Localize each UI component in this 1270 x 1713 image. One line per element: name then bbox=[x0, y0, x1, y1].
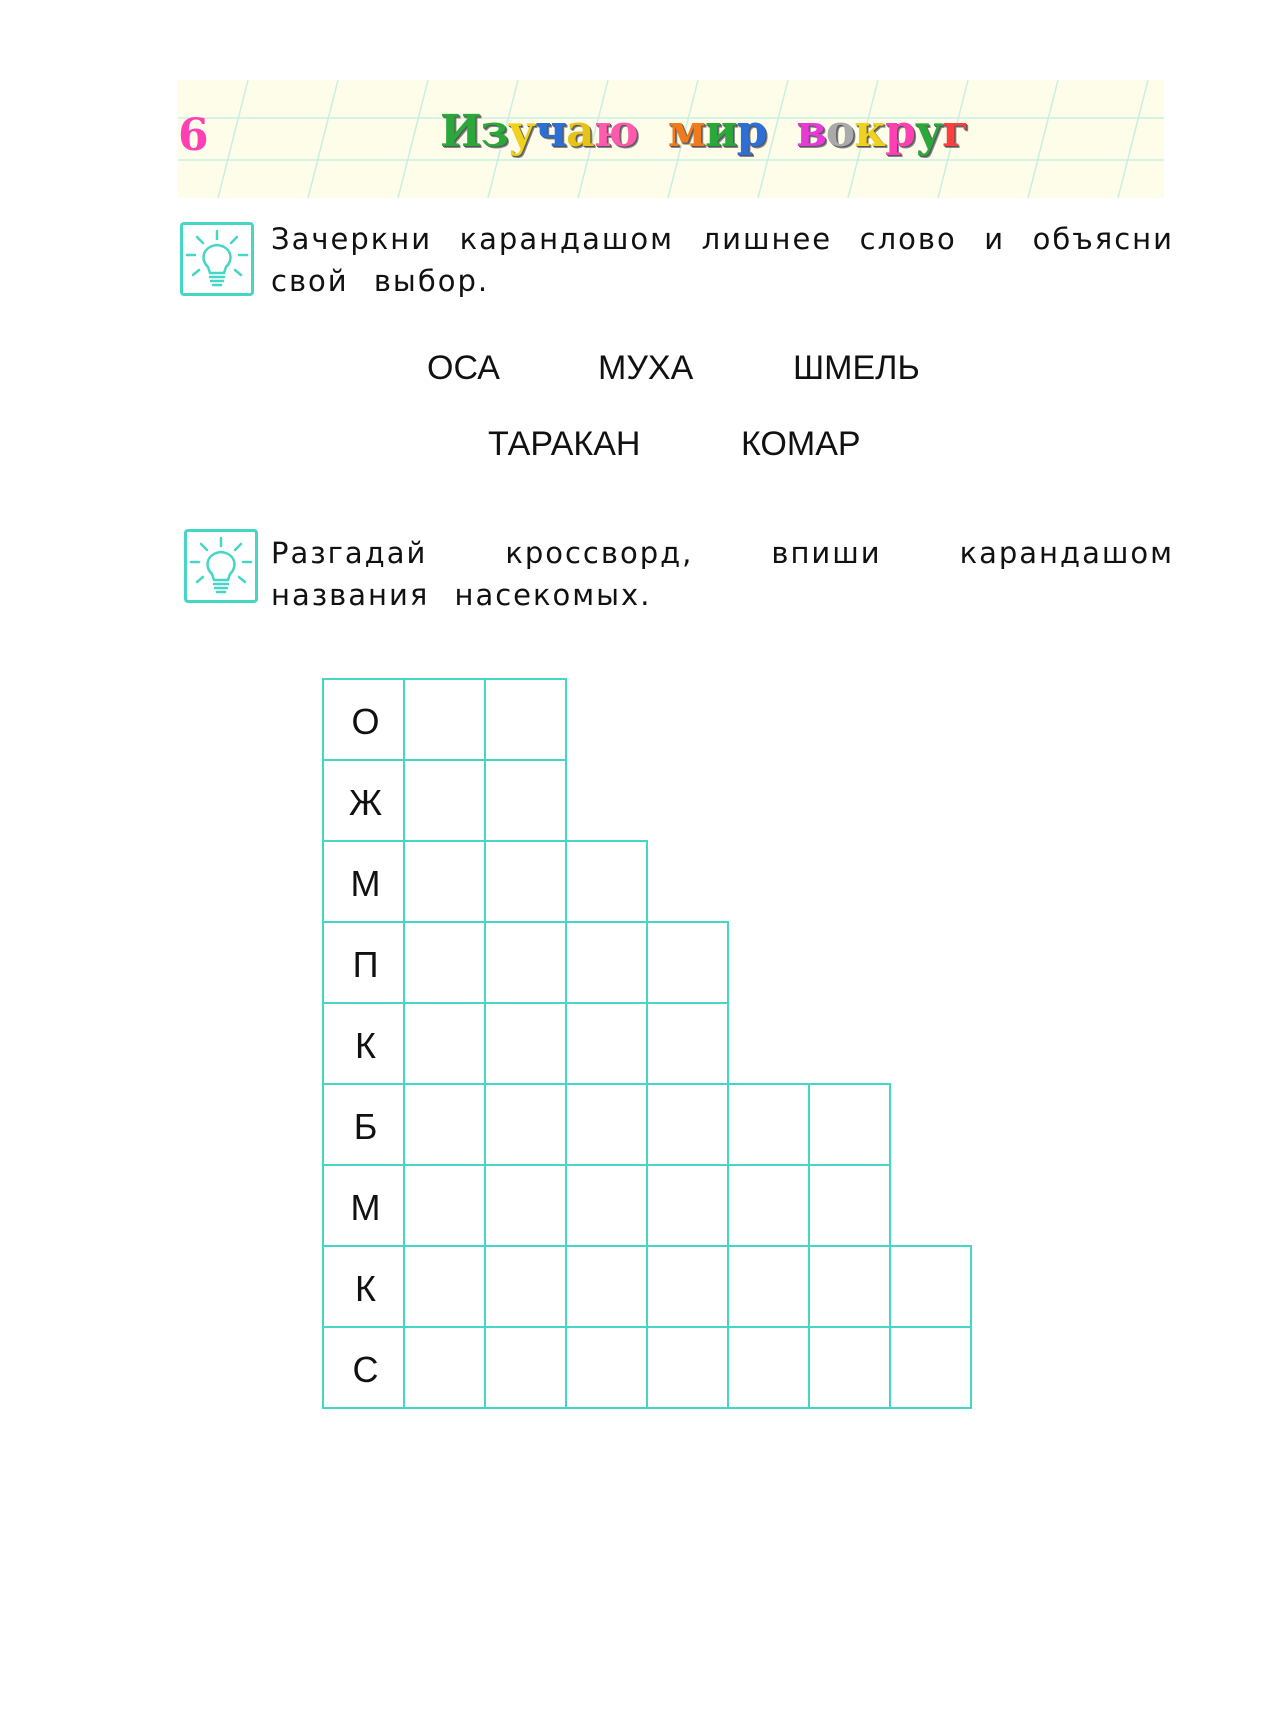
crossword-empty-cell[interactable] bbox=[727, 1245, 810, 1328]
header-title-letter: И bbox=[440, 106, 481, 157]
crossword-empty-cell[interactable] bbox=[646, 921, 729, 1004]
crossword-empty-cell[interactable] bbox=[727, 1164, 810, 1247]
crossword-empty-cell[interactable] bbox=[484, 1326, 567, 1409]
crossword-empty-cell[interactable] bbox=[889, 1326, 972, 1409]
header-title-word bbox=[440, 106, 638, 157]
header-title-letter: у bbox=[507, 106, 535, 157]
crossword-empty-cell[interactable] bbox=[565, 1245, 648, 1328]
crossword-empty-cell[interactable] bbox=[727, 1083, 810, 1166]
word-option-2[interactable]: МУХА bbox=[598, 349, 694, 387]
header-title-letter: к bbox=[854, 106, 886, 157]
word-option-4[interactable]: ТАРАКАН bbox=[488, 425, 641, 463]
crossword-empty-cell[interactable] bbox=[889, 1245, 972, 1328]
crossword-empty-cell[interactable] bbox=[484, 678, 567, 761]
crossword-empty-cell[interactable] bbox=[565, 840, 648, 923]
word-option-1[interactable]: ОСА bbox=[427, 349, 500, 387]
crossword-start-cell bbox=[322, 759, 405, 842]
crossword-empty-cell[interactable] bbox=[403, 1245, 486, 1328]
crossword-empty-cell[interactable] bbox=[484, 1083, 567, 1166]
header-title bbox=[440, 100, 998, 164]
crossword-empty-cell[interactable] bbox=[403, 759, 486, 842]
crossword-empty-cell[interactable] bbox=[484, 759, 567, 842]
crossword-empty-cell[interactable] bbox=[403, 840, 486, 923]
crossword-empty-cell[interactable] bbox=[808, 1245, 891, 1328]
header-title-letter: м bbox=[667, 106, 705, 157]
crossword-empty-cell[interactable] bbox=[808, 1164, 891, 1247]
header-title-letter: у bbox=[914, 106, 942, 157]
crossword-empty-cell[interactable] bbox=[484, 921, 567, 1004]
header-title-word bbox=[796, 106, 968, 157]
crossword-empty-cell[interactable] bbox=[808, 1083, 891, 1166]
crossword-empty-cell[interactable] bbox=[403, 1164, 486, 1247]
crossword-empty-cell[interactable] bbox=[403, 1326, 486, 1409]
crossword-empty-cell[interactable] bbox=[484, 840, 567, 923]
crossword-empty-cell[interactable] bbox=[646, 1326, 729, 1409]
crossword-empty-cell[interactable] bbox=[565, 1164, 648, 1247]
crossword-empty-cell[interactable] bbox=[403, 921, 486, 1004]
crossword-start-letter: О bbox=[351, 701, 380, 742]
crossword-empty-cell[interactable] bbox=[646, 1083, 729, 1166]
crossword-start-letter: П bbox=[352, 944, 379, 985]
crossword-start-cell bbox=[322, 1083, 405, 1166]
crossword-start-letter: М bbox=[350, 1187, 381, 1228]
word-option-5[interactable]: КОМАР bbox=[741, 425, 861, 463]
crossword-start-letter: С bbox=[352, 1349, 379, 1390]
crossword-start-cell bbox=[322, 1002, 405, 1085]
header-title-letter: в bbox=[796, 106, 826, 157]
crossword-empty-cell[interactable] bbox=[484, 1002, 567, 1085]
header-title-letter: о bbox=[825, 106, 855, 157]
light-bulb-icon bbox=[180, 222, 254, 296]
crossword-empty-cell[interactable] bbox=[727, 1326, 810, 1409]
crossword-start-cell bbox=[322, 840, 405, 923]
crossword-start-letter: Ж bbox=[348, 782, 383, 823]
crossword-start-letter: К bbox=[355, 1025, 376, 1066]
crossword-empty-cell[interactable] bbox=[403, 1002, 486, 1085]
crossword-empty-cell[interactable] bbox=[565, 1083, 648, 1166]
crossword-empty-cell[interactable] bbox=[646, 1164, 729, 1247]
crossword-start-cell bbox=[322, 921, 405, 1004]
page-number: 6 bbox=[178, 110, 209, 161]
crossword-start-cell bbox=[322, 1245, 405, 1328]
light-bulb-icon bbox=[184, 529, 258, 603]
crossword-start-letter: К bbox=[355, 1268, 376, 1309]
header-title-letter: ю bbox=[593, 106, 638, 157]
header-title-letter: з bbox=[480, 106, 508, 157]
crossword-empty-cell[interactable] bbox=[565, 921, 648, 1004]
crossword-start-cell bbox=[322, 678, 405, 761]
header-title-letter: а bbox=[566, 106, 594, 157]
crossword-empty-cell[interactable] bbox=[403, 1083, 486, 1166]
crossword-empty-cell[interactable] bbox=[484, 1164, 567, 1247]
header-title-letter: ч bbox=[534, 106, 567, 157]
crossword-start-letter: М bbox=[350, 863, 381, 904]
task1-instruction: Зачеркни карандашом лишнее слово и объясни свой выбор. bbox=[271, 222, 1174, 298]
crossword-empty-cell[interactable] bbox=[646, 1245, 729, 1328]
crossword-start-cell bbox=[322, 1326, 405, 1409]
crossword-empty-cell[interactable] bbox=[808, 1326, 891, 1409]
crossword-start-letter: Б bbox=[353, 1106, 378, 1147]
header-title-letter: г bbox=[942, 106, 968, 157]
crossword-empty-cell[interactable] bbox=[565, 1002, 648, 1085]
crossword-empty-cell[interactable] bbox=[403, 678, 486, 761]
crossword-empty-cell[interactable] bbox=[646, 1002, 729, 1085]
task2-instruction: Разгадай кроссворд, впиши карандашом названия насекомых. bbox=[271, 536, 1174, 612]
crossword-empty-cell[interactable] bbox=[484, 1245, 567, 1328]
crossword-start-cell bbox=[322, 1164, 405, 1247]
header-title-letter: р bbox=[736, 106, 767, 157]
header-title-letter: р bbox=[885, 106, 915, 157]
word-option-3[interactable]: ШМЕЛЬ bbox=[793, 349, 920, 387]
header-title-word bbox=[668, 106, 767, 157]
crossword-empty-cell[interactable] bbox=[565, 1326, 648, 1409]
header-title-letter: и bbox=[704, 106, 737, 157]
